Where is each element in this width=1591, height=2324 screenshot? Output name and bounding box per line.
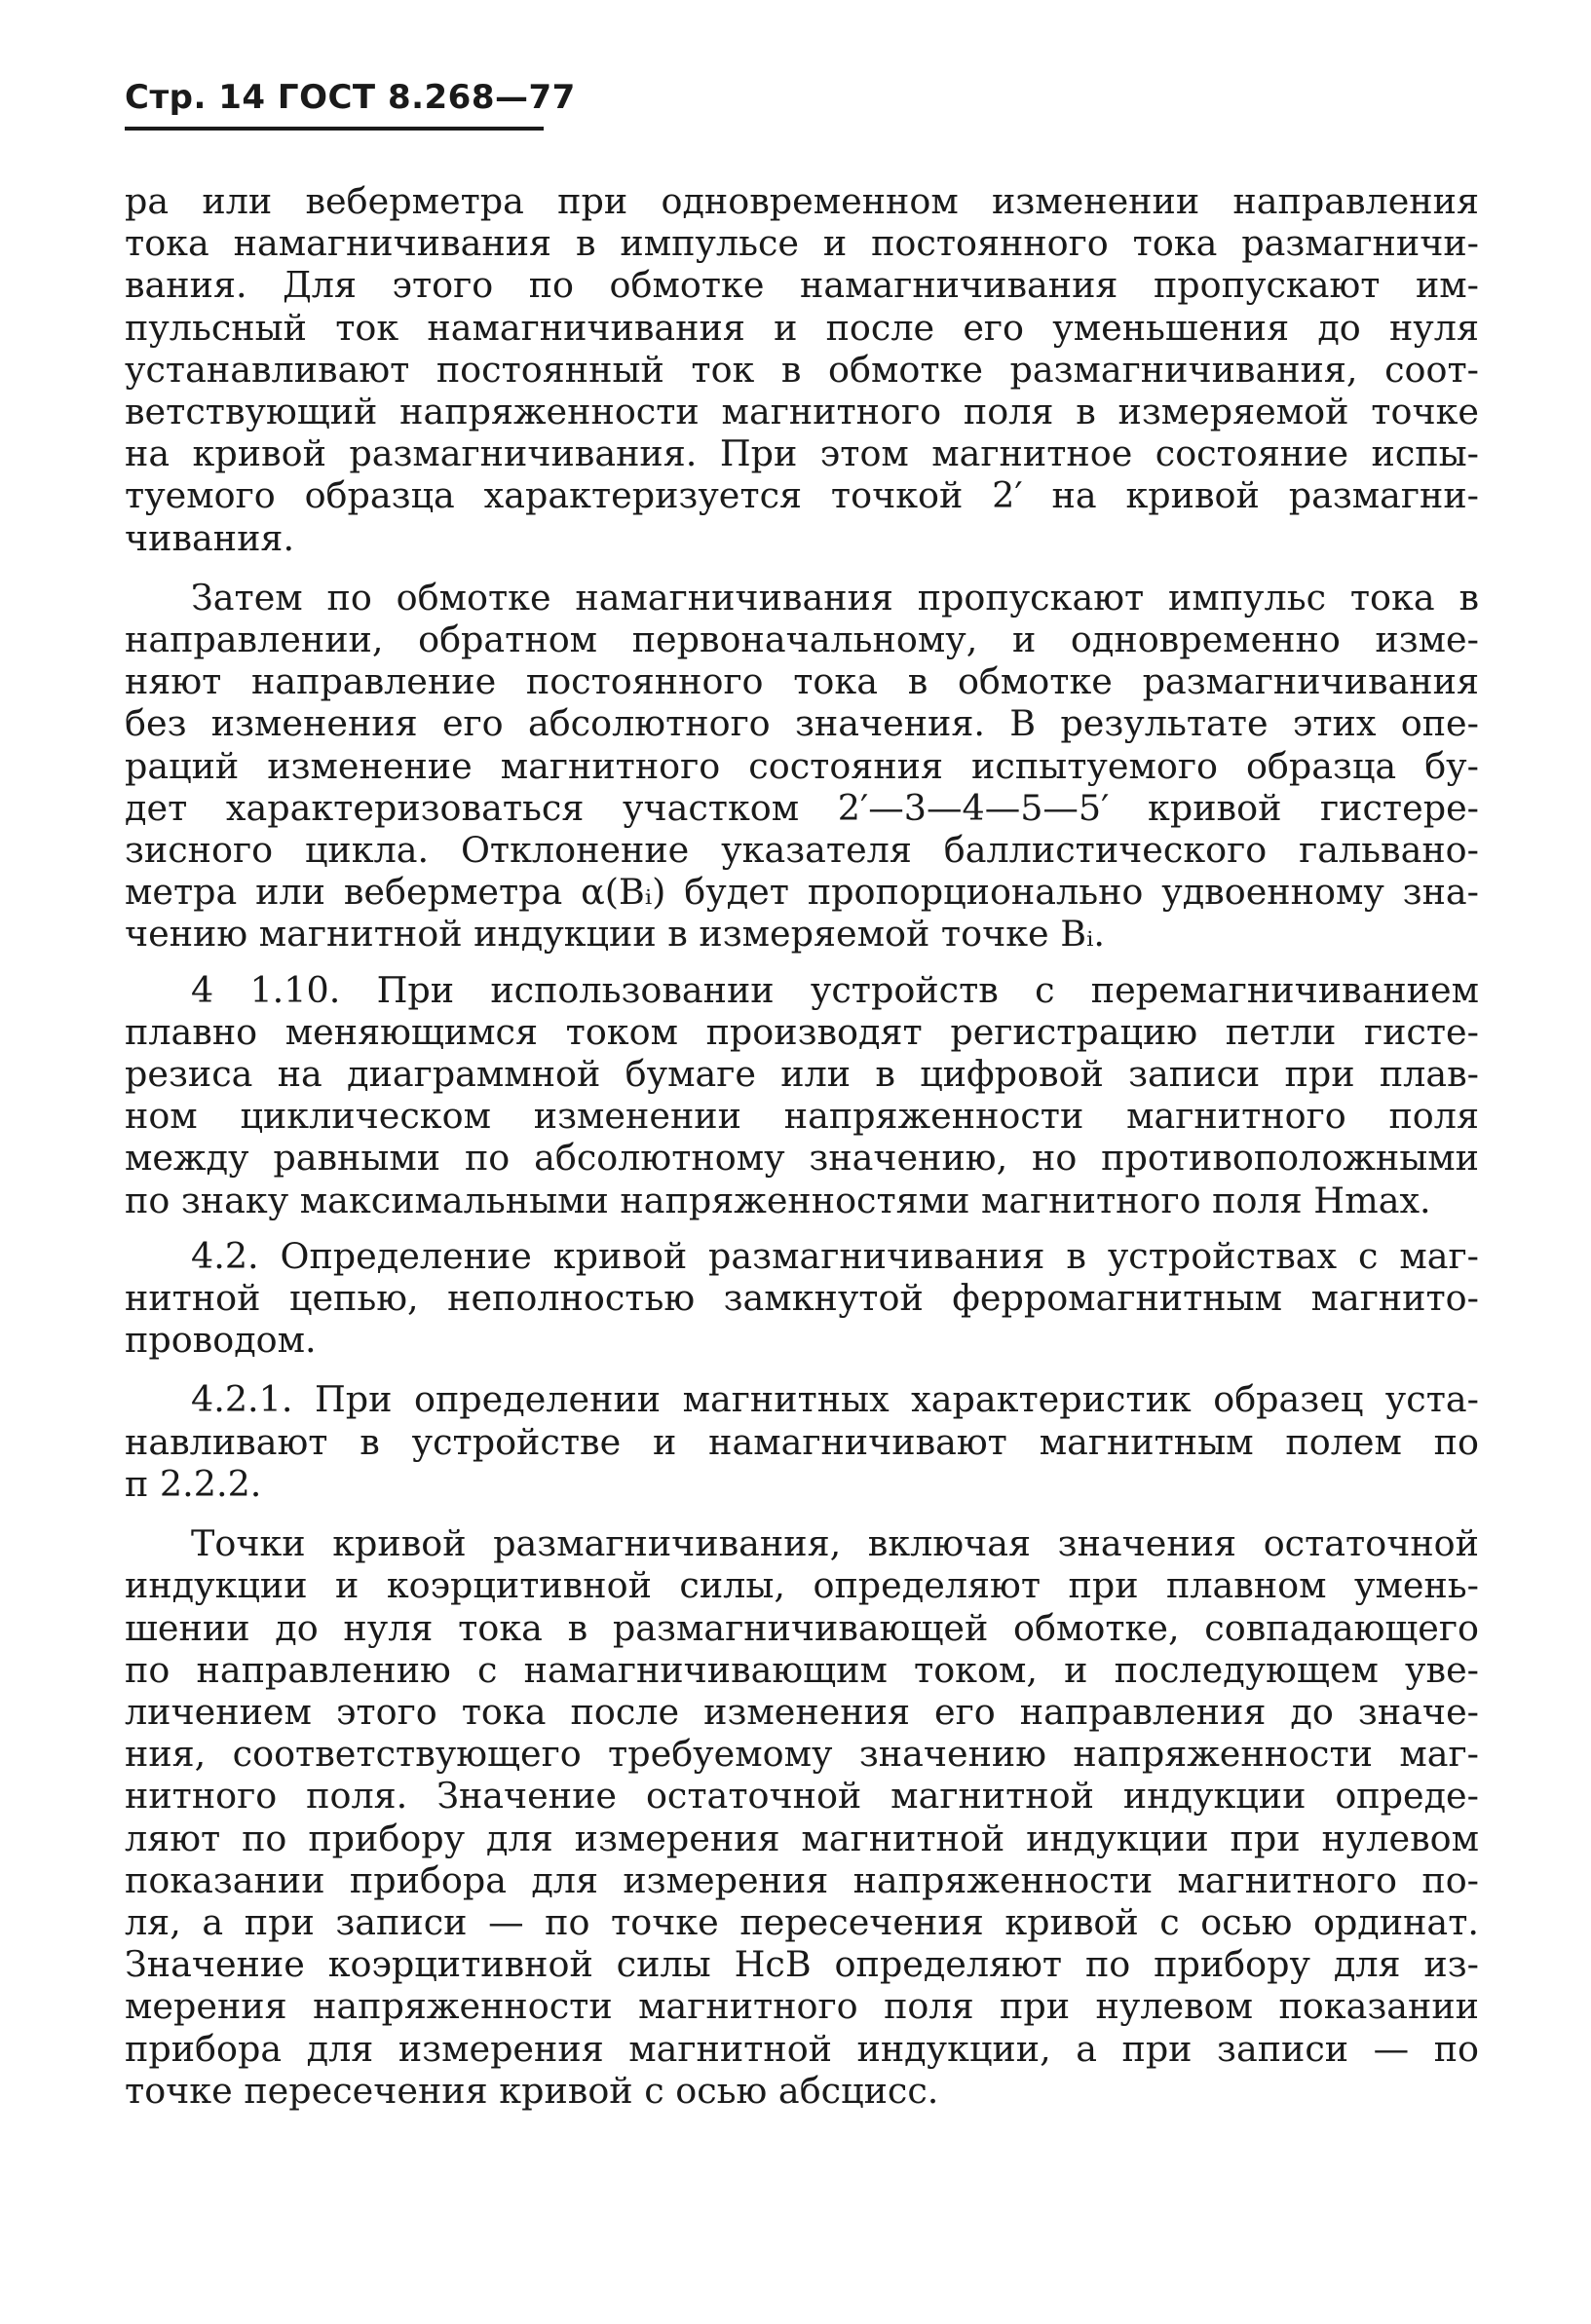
text-line: прибора для измерения магнитной индукции, а при записи — по	[125, 2027, 1479, 2070]
text-line: Значение коэрцитивной силы HcB определяют по прибору для из-	[125, 1943, 1479, 1986]
text-line: направлении, обратном первоначальному, и одновременно изме-	[125, 618, 1479, 661]
text-line: Точки кривой размагничивания, включая значения остаточной	[191, 1522, 1479, 1565]
text-line: чивания.	[125, 516, 295, 559]
body-text	[125, 180, 1479, 2112]
text-line: устанавливают постоянный ток в обмотке размагничивания, соот-	[125, 348, 1479, 391]
text-line: нитного поля. Значение остаточной магнитной индукции опреде-	[125, 1775, 1479, 1818]
text-line: плавно меняющимся током производят регистрацию петли гисте-	[125, 1010, 1479, 1053]
text-line: без изменения его абсолютного значения. В результате этих опе-	[125, 702, 1479, 745]
text-line: пульсный ток намагничивания и после его уменьшения до нуля	[125, 306, 1479, 349]
text-line: зисного цикла. Отклонение указателя баллистического гальвано-	[125, 829, 1479, 872]
text-line: по направлению с намагничивающим током, и последующем уве-	[125, 1648, 1479, 1691]
text-line: вания. Для этого по обмотке намагничивания пропускают им-	[125, 264, 1479, 307]
text-line: проводом.	[125, 1319, 317, 1362]
text-line: 4 1.10. При использовании устройств с перемагничиванием	[191, 968, 1479, 1011]
text-line: ния, соответствующего требуемому значению напряженности маг-	[125, 1733, 1479, 1776]
text-line: чению магнитной индукции в измеряемой точке Bᵢ.	[125, 913, 1106, 956]
text-line: между равными по абсолютному значению, но противоположными	[125, 1137, 1479, 1180]
text-line: туемого образца характеризуется точкой 2′ на кривой размагни-	[125, 474, 1479, 517]
header-rule	[125, 127, 544, 131]
text-line: шении до нуля тока в размагничивающей обмотке, совпадающего	[125, 1606, 1479, 1649]
text-line: личением этого тока после изменения его направления до значе-	[125, 1690, 1479, 1733]
text-line: показании прибора для измерения напряженности магнитного по-	[125, 1858, 1479, 1901]
text-line: на кривой размагничивания. При этом магнитное состояние испы-	[125, 432, 1479, 475]
paragraph-4-2	[125, 1235, 1479, 1362]
text-line: Затем по обмотке намагничивания пропускают импульс тока в	[191, 576, 1479, 618]
text-line: индукции и коэрцитивной силы, определяют при плавном умень-	[125, 1564, 1479, 1607]
text-line: точке пересечения кривой с осью абсцисс.	[125, 2069, 939, 2112]
paragraph-6	[125, 1522, 1479, 2112]
text-line: тока намагничивания в импульсе и постоянного тока размагничи-	[125, 222, 1479, 265]
text-line: мерения напряженности магнитного поля при нулевом показании	[125, 1985, 1479, 2028]
text-line: ном циклическом изменении напряженности магнитного поля	[125, 1095, 1479, 1138]
text-line: раций изменение магнитного состояния испытуемого образца бу-	[125, 744, 1479, 787]
text-line: навливают в устройстве и намагничивают магнитным полем по	[125, 1420, 1479, 1463]
text-line: 4.2.1. При определении магнитных характеристик образец уста-	[191, 1378, 1479, 1421]
text-line: дет характеризоваться участком 2′—3—4—5—5′ кривой гистере-	[125, 786, 1479, 829]
text-line: ветствующий напряженности магнитного поля в измеряемой точке	[125, 391, 1479, 433]
paragraph-4-2-1	[125, 1378, 1479, 1505]
text-line: ра или веберметра при одновременном изменении направления	[125, 180, 1479, 222]
text-line: няют направление постоянного тока в обмотке размагничивания	[125, 660, 1479, 703]
text-line: ляют по прибору для измерения магнитной индукции при нулевом	[125, 1817, 1479, 1859]
text-line: ля, а при записи — по точке пересечения кривой с осью ординат.	[125, 1900, 1479, 1943]
text-line: метра или веберметра α(Bᵢ) будет пропорционально удвоенному зна-	[125, 871, 1479, 914]
text-line: по знаку максимальными напряженностями магнитного поля Hmax.	[125, 1179, 1431, 1221]
paragraph-4-1-10	[125, 969, 1479, 1221]
paragraph-1	[125, 180, 1479, 559]
text-line: п 2.2.2.	[125, 1462, 262, 1505]
page-header: Стр. 14 ГОСТ 8.268—77	[125, 78, 576, 117]
text-line: 4.2. Определение кривой размагничивания в устройствах с маг-	[191, 1234, 1479, 1277]
paragraph-2	[125, 577, 1479, 956]
text-line: резиса на диаграммной бумаге или в цифровой записи при плав-	[125, 1053, 1479, 1096]
text-line: нитной цепью, неполностью замкнутой ферромагнитным магнито-	[125, 1277, 1479, 1320]
